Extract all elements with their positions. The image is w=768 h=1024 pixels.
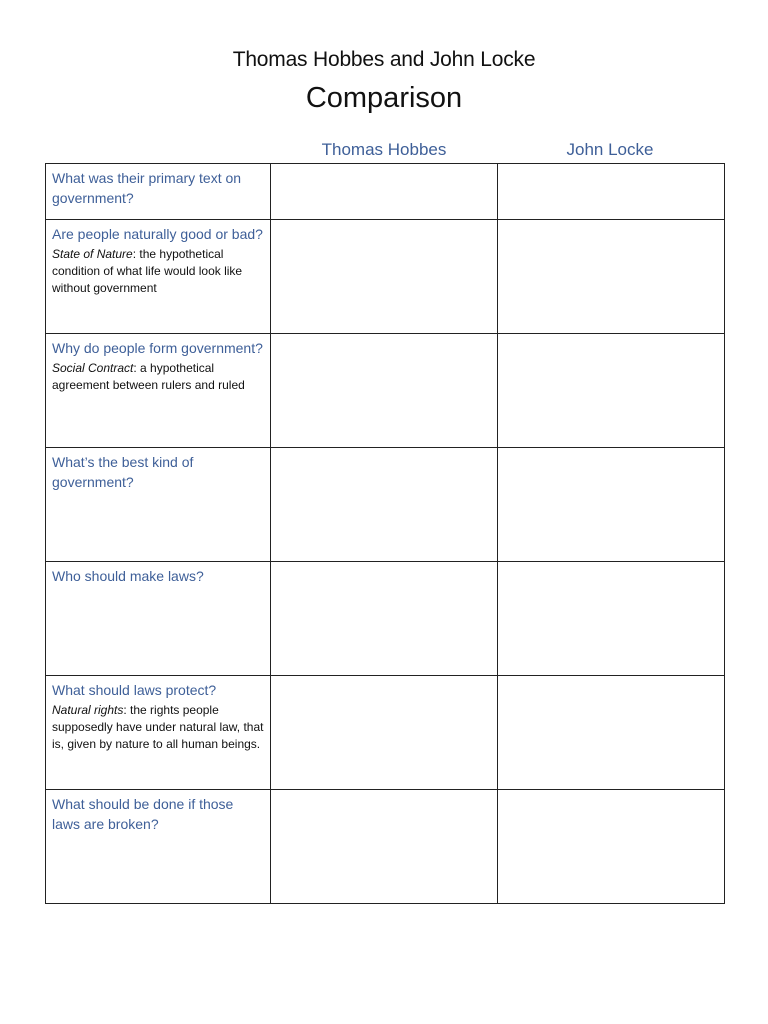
definition-body: : the rights people supposedly have under natural law, that is, given by nature to all human beings. — [52, 703, 264, 751]
hobbes-answer-cell[interactable] — [271, 562, 498, 676]
question-text: What was their primary text on government? — [52, 170, 242, 206]
question-cell — [46, 164, 271, 220]
question-text: Who should make laws? — [52, 568, 204, 584]
page-subtitle: Comparison — [305, 82, 463, 114]
question-text: What should laws protect? — [52, 682, 217, 698]
page-title: Thomas Hobbes and John Locke — [232, 48, 536, 71]
question-cell — [46, 676, 271, 790]
question-cell — [46, 448, 271, 562]
locke-answer-cell[interactable] — [498, 790, 725, 904]
definition-text — [52, 702, 264, 753]
question-text: What’s the best kind of government? — [52, 454, 194, 490]
definition-text — [52, 360, 264, 394]
table-row — [46, 164, 725, 220]
locke-answer-cell[interactable] — [498, 334, 725, 448]
hobbes-answer-cell[interactable] — [271, 790, 498, 904]
table-row — [46, 676, 725, 790]
definition-body: : the hypothetical condition of what life would look like without government — [52, 247, 243, 295]
hobbes-answer-cell[interactable] — [271, 448, 498, 562]
hobbes-answer-cell[interactable] — [271, 220, 498, 334]
comparison-table — [45, 163, 725, 904]
locke-answer-cell[interactable] — [498, 164, 725, 220]
definition-term: State of Nature — [52, 247, 133, 261]
definition-body: : a hypothetical agreement between rulers and ruled — [52, 361, 245, 392]
table-row — [46, 334, 725, 448]
hobbes-answer-cell[interactable] — [271, 334, 498, 448]
question-text: Are people naturally good or bad? — [52, 226, 263, 242]
question-text: What should be done if those laws are broken? — [52, 796, 234, 832]
column-header-hobbes: Thomas Hobbes — [321, 140, 447, 159]
question-cell — [46, 790, 271, 904]
definition-text — [52, 246, 264, 297]
table-row — [46, 562, 725, 676]
table-row — [46, 448, 725, 562]
column-header-locke: John Locke — [566, 140, 654, 159]
hobbes-answer-cell[interactable] — [271, 164, 498, 220]
table-row — [46, 790, 725, 904]
definition-term: Natural rights — [52, 703, 124, 717]
table-row — [46, 220, 725, 334]
hobbes-answer-cell[interactable] — [271, 676, 498, 790]
question-cell — [46, 220, 271, 334]
locke-answer-cell[interactable] — [498, 562, 725, 676]
locke-answer-cell[interactable] — [498, 676, 725, 790]
locke-answer-cell[interactable] — [498, 448, 725, 562]
locke-answer-cell[interactable] — [498, 220, 725, 334]
definition-term: Social Contract — [52, 361, 134, 375]
question-cell — [46, 334, 271, 448]
question-text: Why do people form government? — [52, 340, 263, 356]
question-cell — [46, 562, 271, 676]
